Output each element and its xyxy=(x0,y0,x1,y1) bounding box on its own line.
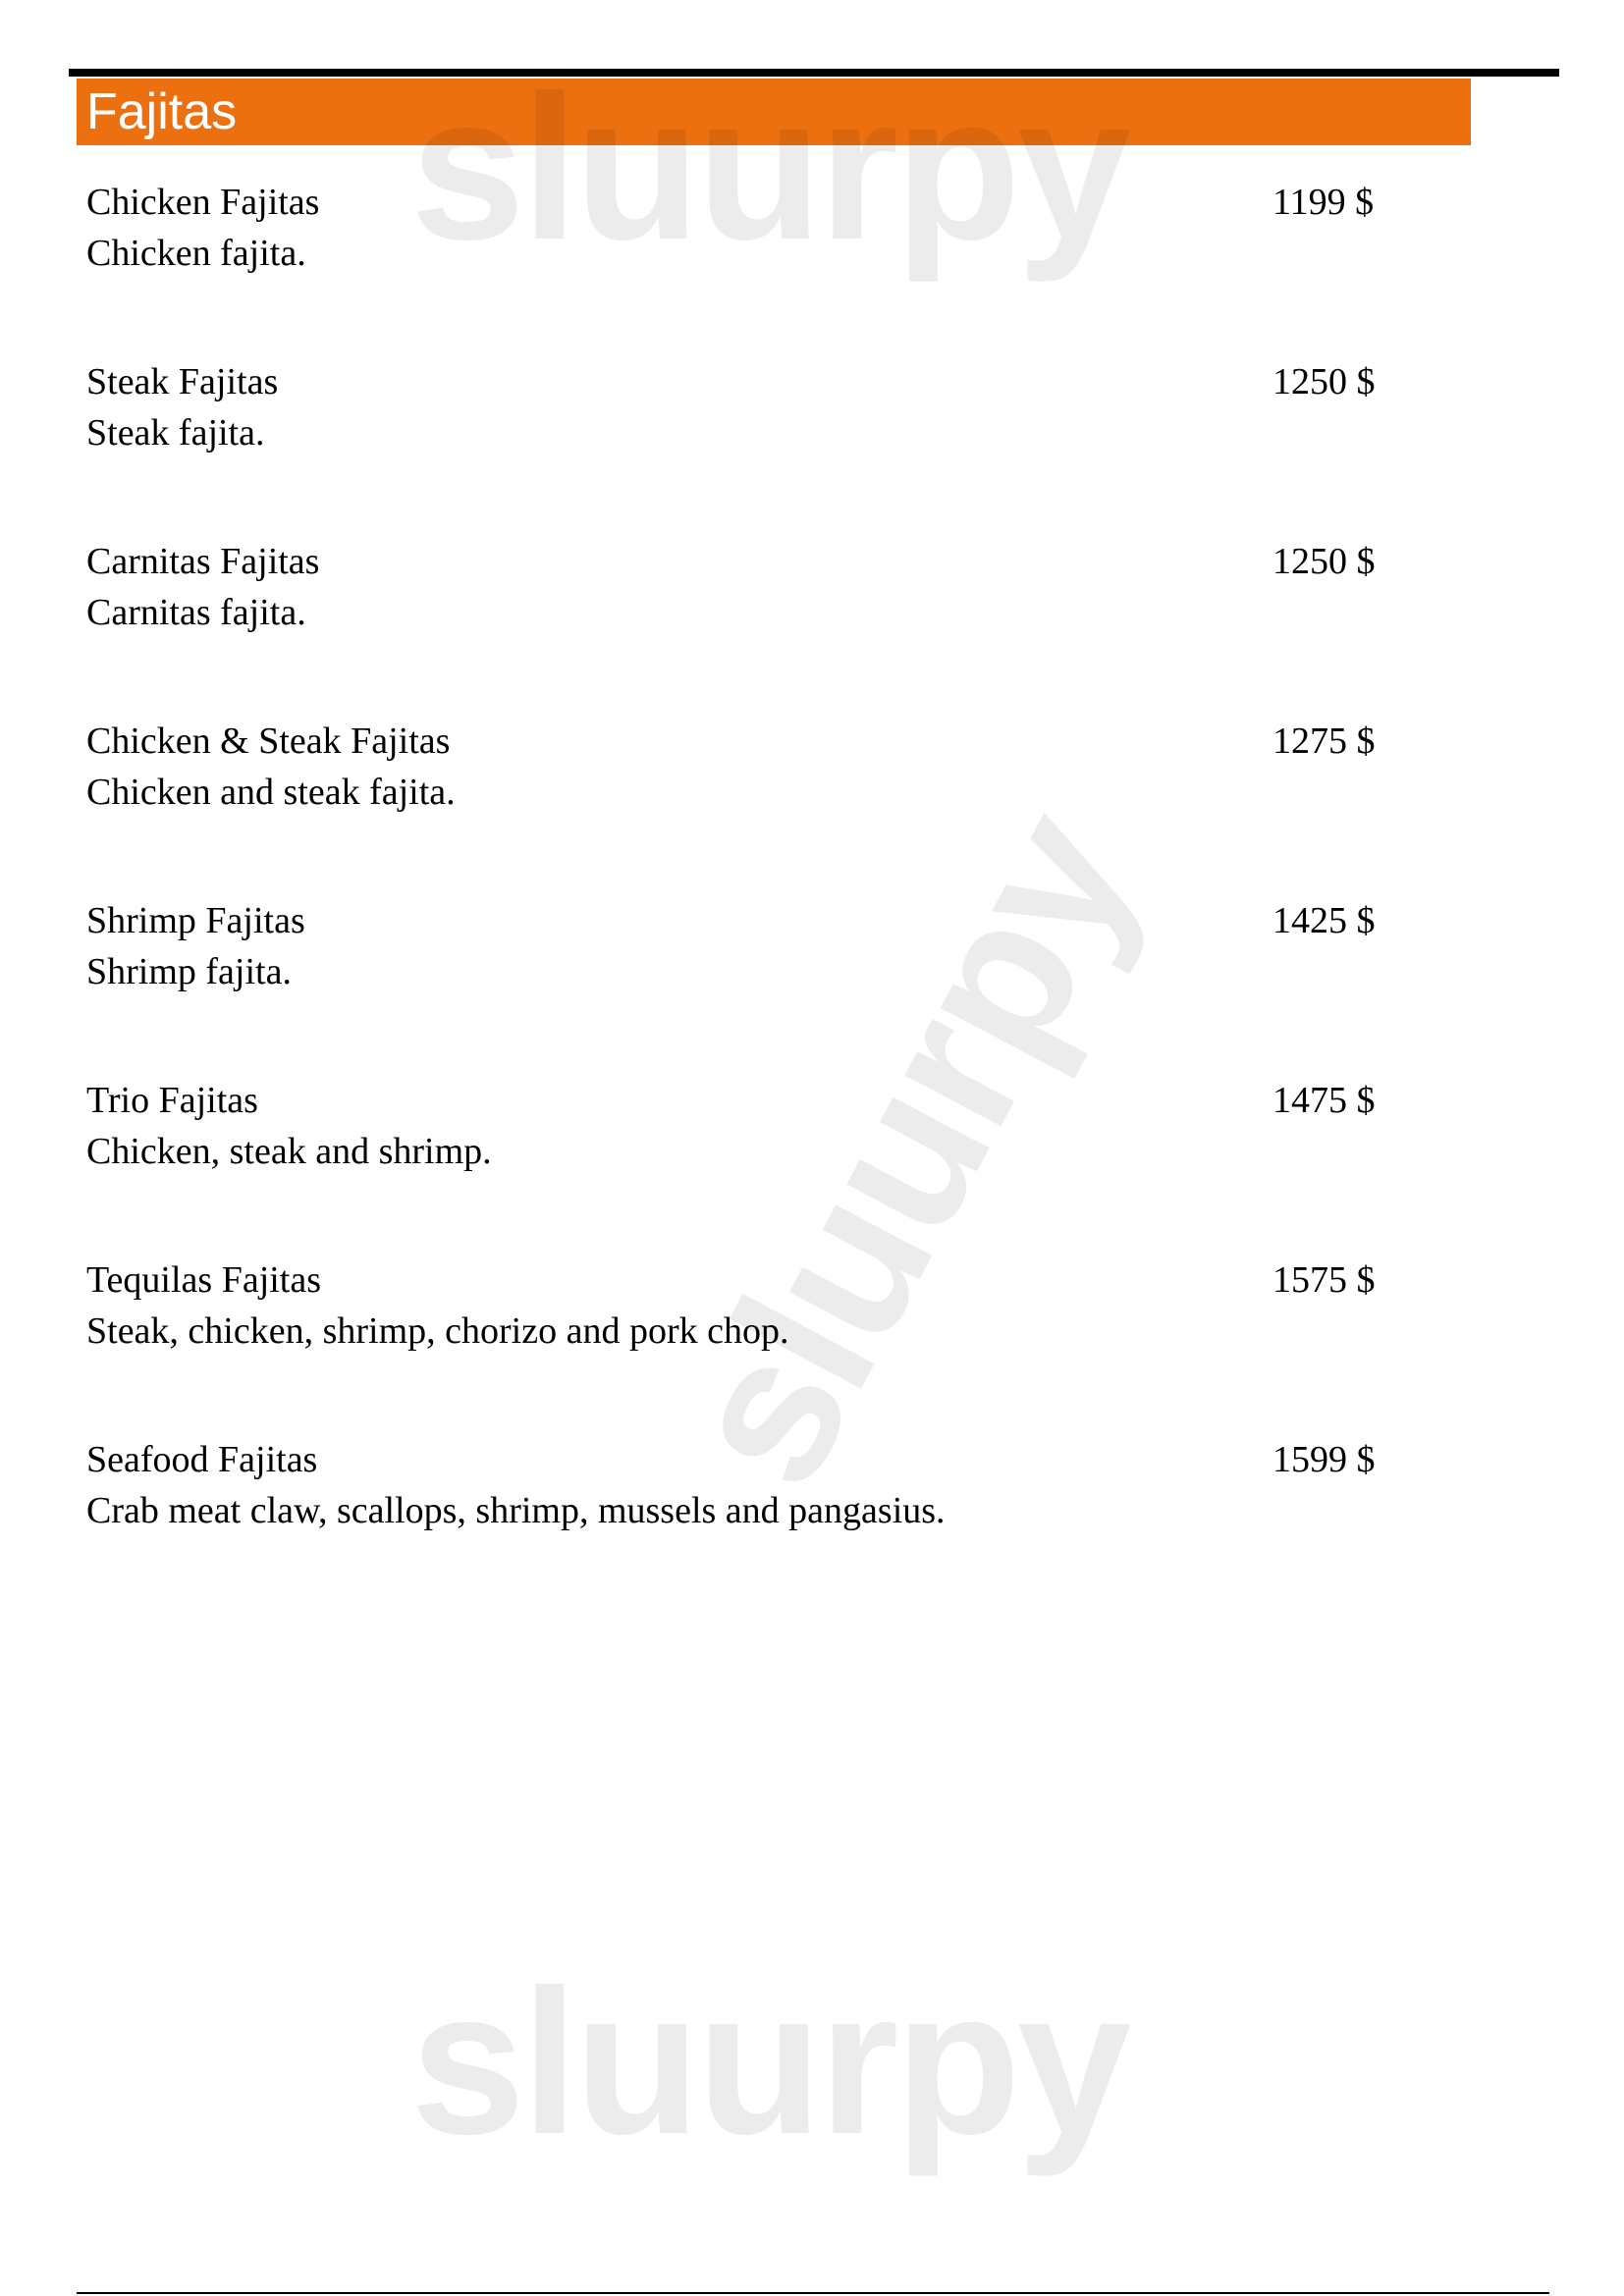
menu-item xyxy=(86,177,1402,356)
menu-item-price: 1599 $ xyxy=(1272,1439,1376,1480)
menu-item-price: 1425 $ xyxy=(1272,900,1376,941)
menu-item-name: Chicken Fajitas xyxy=(86,182,320,223)
menu-item xyxy=(86,356,1402,536)
menu-item-name: Shrimp Fajitas xyxy=(86,900,305,941)
menu-item-description: Carnitas fajita. xyxy=(86,592,306,633)
menu-item-price: 1250 $ xyxy=(1272,361,1376,402)
bottom-rule xyxy=(77,2292,1549,2294)
menu-item-name: Chicken & Steak Fajitas xyxy=(86,721,451,762)
menu-item-description: Chicken fajita. xyxy=(86,233,306,274)
menu-item xyxy=(86,895,1402,1075)
menu-item-price: 1275 $ xyxy=(1272,721,1376,762)
menu-item-name: Tequilas Fajitas xyxy=(86,1259,322,1301)
menu-item-price: 1475 $ xyxy=(1272,1080,1376,1121)
menu-item-description: Chicken and steak fajita. xyxy=(86,772,456,813)
menu-list xyxy=(86,177,1402,1614)
watermark-logo: sluurpy xyxy=(637,778,1179,1521)
menu-item-name: Trio Fajitas xyxy=(86,1080,258,1121)
menu-item-price: 1575 $ xyxy=(1272,1259,1376,1301)
menu-item-description: Chicken, steak and shrimp. xyxy=(86,1131,492,1172)
menu-item-description: Shrimp fajita. xyxy=(86,951,292,992)
menu-item xyxy=(86,1255,1402,1434)
top-rule xyxy=(69,69,1559,77)
menu-item-name: Carnitas Fajitas xyxy=(86,541,320,582)
menu-item-name: Seafood Fajitas xyxy=(86,1439,318,1480)
menu-item-name: Steak Fajitas xyxy=(86,361,279,402)
menu-item-description: Steak fajita. xyxy=(86,412,265,454)
watermark-logo: sluurpy xyxy=(410,1947,1128,2177)
menu-item-price: 1250 $ xyxy=(1272,541,1376,582)
menu-item-description: Crab meat claw, scallops, shrimp, mussels and pangasius. xyxy=(86,1490,946,1531)
menu-item xyxy=(86,536,1402,716)
menu-item xyxy=(86,1434,1402,1614)
menu-item-price: 1199 $ xyxy=(1272,182,1375,223)
menu-item-description: Steak, chicken, shrimp, chorizo and pork chop. xyxy=(86,1310,789,1352)
section-title: Fajitas xyxy=(86,83,238,140)
menu-item xyxy=(86,716,1402,895)
watermark-logo: sluurpy xyxy=(410,52,1128,283)
menu-item xyxy=(86,1075,1402,1255)
section-header xyxy=(77,79,1471,145)
